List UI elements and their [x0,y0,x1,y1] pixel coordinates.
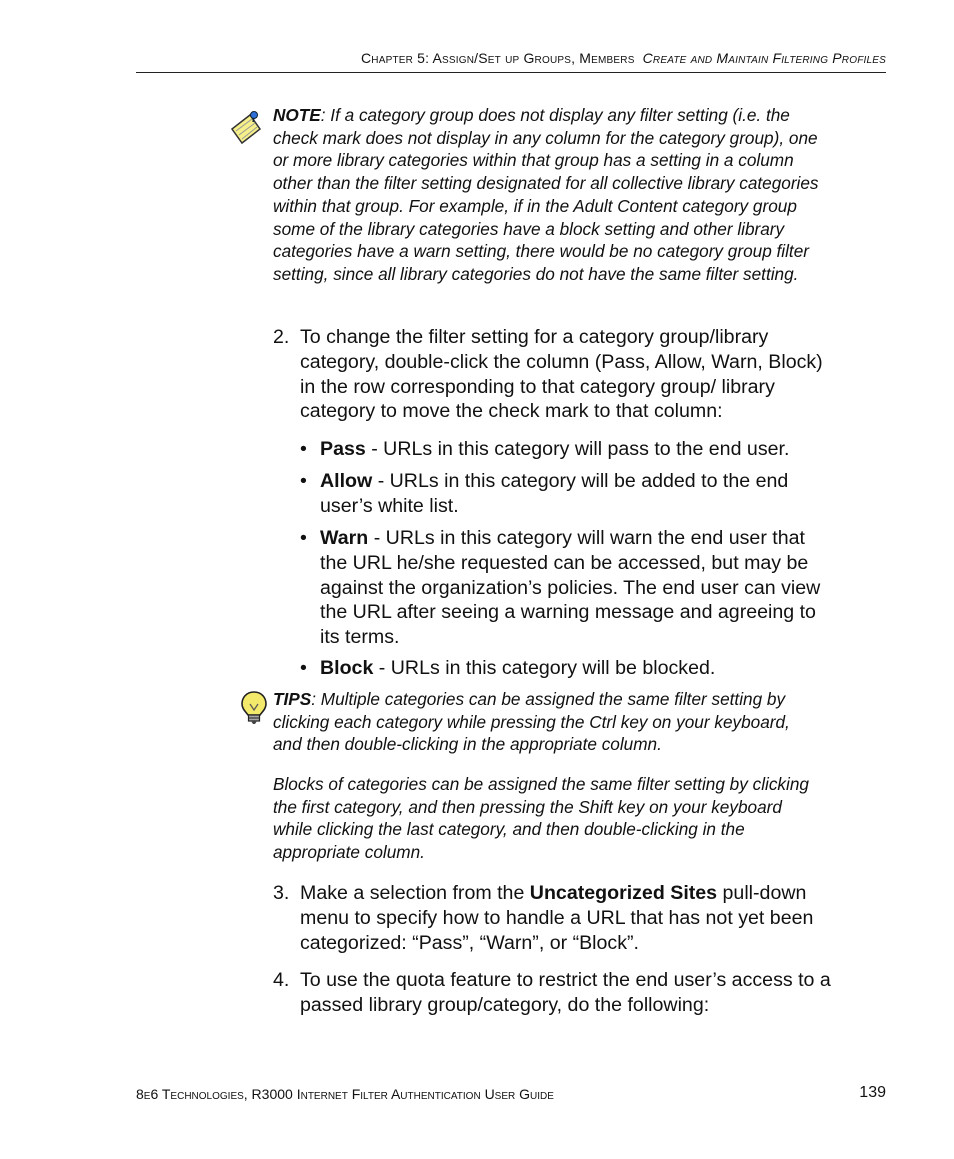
step-4 [273,968,833,1018]
bullet-dot: • [300,438,307,460]
step-3-bold: Uncategorized Sites [529,882,718,904]
step-4-text: To use the quota feature to restrict the end user’s access to a passed library group/category, do the following: [300,969,831,1016]
tips-text-2: Blocks of categories can be assigned the same filter setting by clicking the first category, and then pressing the Shift key on your keyboard while clicking the last category, and then double-clicking in the appropriate column. [273,774,809,863]
bullet-dot: • [300,470,307,492]
step-2 [273,325,833,424]
page-header [136,50,886,73]
header-chapter: Chapter 5: Assign/Set up Groups, Members [360,50,635,66]
bullet-block-term: Block [320,657,374,679]
bullet-block [300,656,830,681]
page-number: 139 [859,1084,886,1101]
bullet-pass [300,437,830,462]
bullet-pass-text: - URLs in this category will pass to the end user. [365,438,790,460]
bullet-warn-text: - URLs in this category will warn the end user that the URL he/she requested can be accessed, but may be against the organization’s policies. The end user can view the URL after seeing a warning message and agreeing to its terms. [320,527,821,649]
bullet-pass-term: Pass [320,438,366,460]
tips-label: TIPS [273,689,312,709]
step-3 [273,881,833,955]
step-4-number: 4. [273,969,290,991]
tips-block-2 [273,773,823,864]
note-text: : If a category group does not display any filter setting (i.e. the check mark does not display in any column for the category group), one or more library categories within that group has a setting in a column other than the filter setting designated for all collective library categories within that group. For example, if in the Adult Content category group some of the library categories have a block setting and other library categories have a warn setting, there would be no category group filter setting, since all library categories do not have the same filter setting. [273,105,819,284]
step-2-text: To change the filter setting for a category group/library category, double-click the column (Pass, Allow, Warn, Block) in the row corresponding to that category group/ library category to move the check mark to that column: [300,326,823,423]
bullet-block-text: - URLs in this category will be blocked. [373,657,716,679]
footer-title: 8e6 Technologies, R3000 Internet Filter Authentication User Guide [136,1086,554,1102]
bullet-dot: • [300,657,307,679]
note-label: NOTE [273,105,321,125]
note-paper-icon [226,107,266,147]
step-3-post: pull-down menu to specify how to handle a URL that has not yet been categorized: “Pass”, “Warn”, or “Block”. [300,882,814,954]
step-3-number: 3. [273,882,290,904]
tips-block [273,688,823,756]
step-3-pre: Make a selection from the [300,882,530,904]
tips-text: : Multiple categories can be assigned the same filter setting by clicking each category while pressing the Ctrl key on your keyboard, and then double-clicking in the appropriate column. [273,689,790,755]
bullet-allow-term: Allow [320,470,373,492]
bullet-warn [300,526,830,650]
header-text [361,50,886,66]
note-block [273,104,823,286]
page-footer [136,1084,886,1108]
lightbulb-icon [240,690,268,726]
bullet-dot: • [300,527,307,549]
header-section: Create and Maintain Filtering Profiles [642,50,886,66]
bullet-warn-term: Warn [320,527,369,549]
bullet-allow-text: - URLs in this category will be added to the end user’s white list. [320,470,789,517]
step-2-number: 2. [273,326,290,348]
bullet-allow [300,469,830,519]
